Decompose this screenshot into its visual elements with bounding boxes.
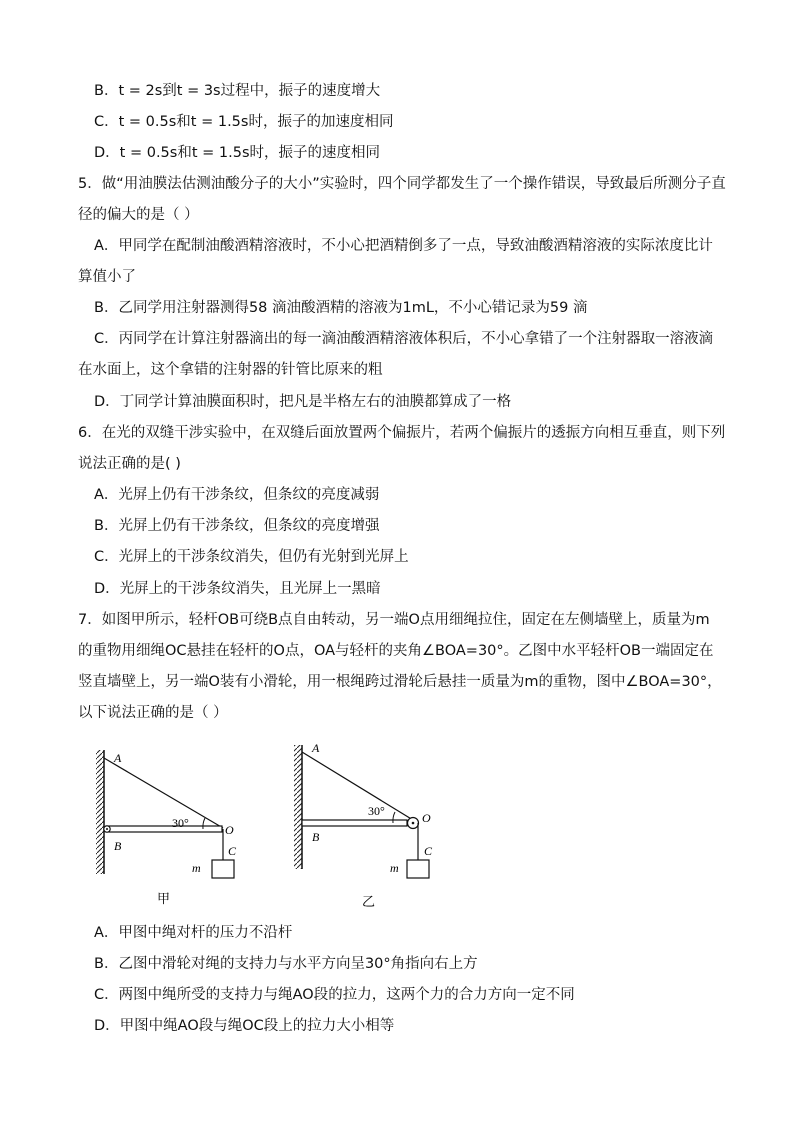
- rod-ob-left: [106, 826, 222, 832]
- rod-ob-right: [302, 820, 407, 826]
- weight-left: [212, 860, 234, 878]
- q7-option-b: B．乙图中滑轮对绳的支持力与水平方向呈30°角指向右上方: [94, 956, 478, 972]
- label-m-left: m: [192, 861, 201, 875]
- q6-option-a: A．光屏上仍有干涉条纹，但条纹的亮度减弱: [94, 487, 380, 503]
- label-o-left: O: [225, 823, 234, 837]
- label-angle-left: 30°: [172, 816, 189, 830]
- q7-option-a: A．甲图中绳对杆的压力不沿杆: [94, 925, 293, 941]
- caption-yi: 乙: [362, 894, 376, 909]
- weight-right: [407, 860, 429, 878]
- q6-stem-line1: 6．在光的双缝干涉实验中，在双缝后面放置两个偏振片，若两个偏振片的透振方向相互垂直，则下列: [78, 425, 726, 441]
- q6-option-b: B．光屏上仍有干涉条纹，但条纹的亮度增强: [94, 518, 380, 534]
- label-c-left: C: [228, 844, 237, 858]
- q4-option-c: C．t = 0.5s和t = 1.5s时，振子的加速度相同: [94, 114, 394, 130]
- rope-ao-left: [104, 758, 223, 828]
- label-m-right: m: [390, 861, 399, 875]
- q7-stem-line4: 以下说法正确的是（ ）: [78, 705, 228, 721]
- q5-option-c-line2: 在水面上，这个拿错的注射器的针管比原来的粗: [78, 362, 383, 378]
- q7-stem-line3: 竖直墙壁上，另一端O装有小滑轮，用一根绳跨过滑轮后悬挂一质量为m的重物，图中∠BOA=30°，: [78, 674, 722, 690]
- q5-option-a-line1: A．甲同学在配制油酸酒精溶液时，不小心把酒精倒多了一点，导致油酸酒精溶液的实际浓度比计: [94, 238, 713, 254]
- label-b-left: B: [114, 839, 122, 853]
- wall-hatch-left: [96, 750, 104, 874]
- q5-option-a-line2: 算值小了: [78, 269, 136, 285]
- q7-stem-line2: 的重物用细绳OC悬挂在轻杆的O点，OA与轻杆的夹角∠BOA=30°。乙图中水平轻杆OB一端固定在: [78, 643, 714, 659]
- q5-stem-line1: 5．做“用油膜法估测油酸分子的大小”实验时，四个同学都发生了一个操作错误，导致最后所测分子直: [78, 176, 726, 192]
- q7-option-c: C．两图中绳所受的支持力与绳AO段的拉力，这两个力的合力方向一定不同: [94, 987, 575, 1003]
- rope-ao-right: [302, 752, 413, 820]
- q7-figure: [92, 738, 452, 913]
- q7-stem-line1: 7．如图甲所示，轻杆OB可绕B点自由转动，另一端O点用细绳拉住，固定在左侧墙壁上，质量为m: [78, 612, 710, 628]
- wall-hatch-right: [294, 745, 302, 869]
- q5-option-c-line1: C．丙同学在计算注射器滴出的每一滴油酸酒精溶液体积后，不小心拿错了一个注射器取一溶液滴: [94, 331, 714, 347]
- caption-jia: 甲: [157, 891, 171, 906]
- q7-option-d: D．甲图中绳AO段与绳OC段上的拉力大小相等: [94, 1018, 395, 1034]
- q5-stem-line2: 径的偏大的是（ ）: [78, 207, 199, 223]
- label-angle-right: 30°: [368, 804, 385, 818]
- q6-option-c: C．光屏上的干涉条纹消失，但仍有光射到光屏上: [94, 549, 409, 565]
- q6-stem-line2: 说法正确的是( ): [78, 456, 181, 472]
- label-c-right: C: [424, 844, 433, 858]
- q5-option-d: D．丁同学计算油膜面积时，把凡是半格左右的油膜都算成了一格: [94, 394, 512, 410]
- q4-option-d: D．t = 0.5s和t = 1.5s时，振子的速度相同: [94, 145, 380, 161]
- q7-diagram: [92, 738, 452, 913]
- label-o-right: O: [422, 811, 431, 825]
- figure-yi: [294, 741, 433, 909]
- figure-jia: [96, 750, 237, 906]
- q6-option-d: D．光屏上的干涉条纹消失，且光屏上一黑暗: [94, 581, 381, 597]
- q5-option-b: B．乙同学用注射器测得58 滴油酸酒精的溶液为1mL，不小心错记录为59 滴: [94, 300, 588, 316]
- q4-option-b: B．t = 2s到t = 3s过程中，振子的速度增大: [94, 83, 381, 99]
- label-b-right: B: [312, 830, 320, 844]
- label-a-right: A: [312, 741, 320, 755]
- label-a-left: A: [114, 751, 122, 765]
